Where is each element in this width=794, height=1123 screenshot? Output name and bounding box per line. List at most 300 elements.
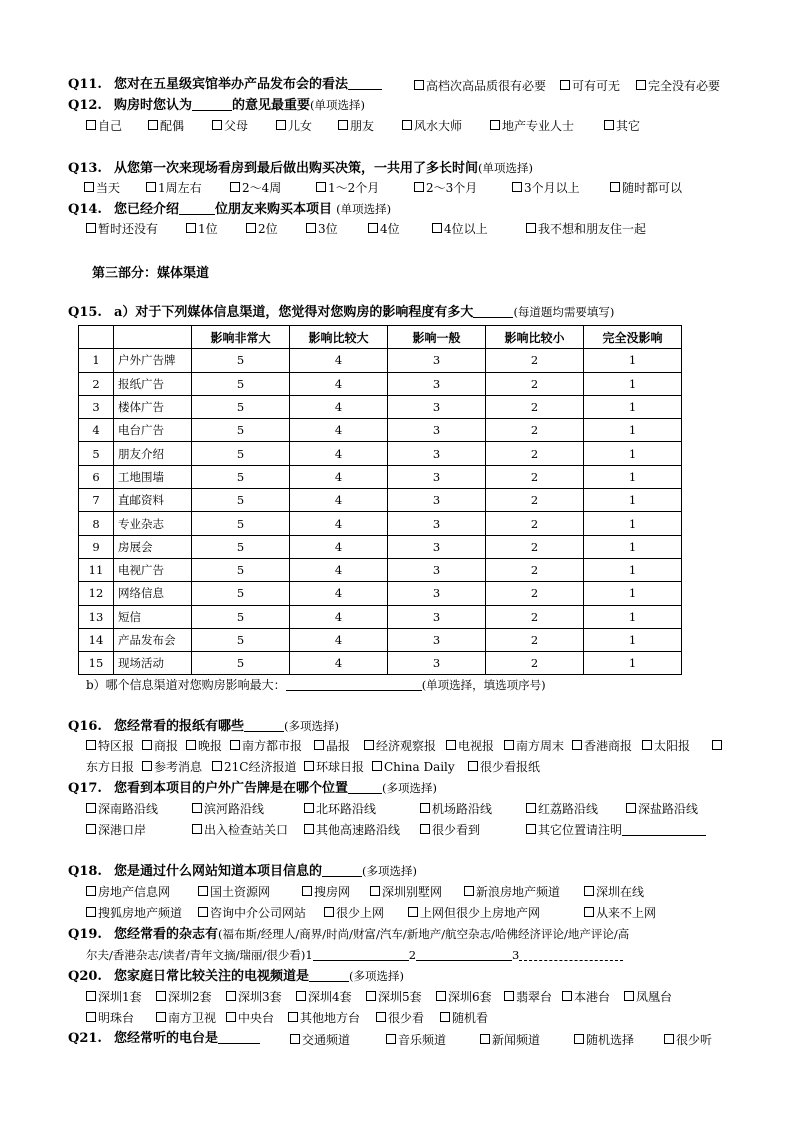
q16-option[interactable]: 经济观察报: [364, 737, 436, 755]
score-cell[interactable]: 4: [290, 582, 388, 605]
checkbox-icon[interactable]: [414, 80, 424, 90]
score-cell[interactable]: 1: [584, 395, 682, 418]
checkbox-icon[interactable]: [584, 886, 594, 896]
q16-option-lead[interactable]: 东方日报: [86, 760, 135, 774]
q12-option[interactable]: 儿女: [276, 117, 312, 135]
score-cell[interactable]: 3: [388, 628, 486, 651]
q15b-blank[interactable]: [286, 690, 422, 691]
score-cell[interactable]: 5: [192, 558, 290, 581]
q14-options: [0, 220, 794, 238]
q16-option[interactable]: 参考消息: [142, 758, 202, 776]
checkbox-icon[interactable]: [304, 824, 314, 834]
score-cell[interactable]: 4: [290, 628, 388, 651]
checkbox-icon[interactable]: [86, 120, 96, 130]
score-cell[interactable]: 4: [290, 535, 388, 558]
table-row: [79, 372, 682, 395]
checkbox-icon[interactable]: [504, 740, 514, 750]
checkbox-icon[interactable]: [432, 223, 442, 233]
checkbox-icon[interactable]: [664, 1034, 674, 1044]
score-cell[interactable]: 4: [290, 395, 388, 418]
checkbox-icon[interactable]: [464, 886, 474, 896]
score-cell[interactable]: 4: [290, 558, 388, 581]
row-number: 3: [79, 395, 114, 418]
q12-option[interactable]: 风水大师: [402, 117, 462, 135]
checkbox-icon[interactable]: [626, 803, 636, 813]
q20-option[interactable]: 翡翠台: [504, 988, 552, 1006]
checkbox-icon[interactable]: [366, 991, 376, 1001]
checkbox-icon[interactable]: [526, 223, 536, 233]
score-cell[interactable]: 1: [584, 558, 682, 581]
q21-option[interactable]: 新闻频道: [480, 1031, 540, 1049]
q21-option[interactable]: 交通频道: [290, 1031, 350, 1049]
score-cell[interactable]: 2: [486, 489, 584, 512]
score-cell[interactable]: 4: [290, 372, 388, 395]
checkbox-icon[interactable]: [186, 223, 196, 233]
checkbox-icon[interactable]: [230, 740, 240, 750]
checkbox-icon[interactable]: [468, 761, 478, 771]
q20-option[interactable]: 中央台: [226, 1009, 274, 1027]
header-cell-no: [79, 326, 114, 349]
score-cell[interactable]: 3: [388, 582, 486, 605]
header-cell: 影响比较小: [486, 326, 584, 349]
q13-option[interactable]: 1周左右: [146, 179, 202, 197]
q16-option[interactable]: 商报: [142, 737, 178, 755]
checkbox-icon[interactable]: [364, 740, 374, 750]
score-cell[interactable]: 4: [290, 652, 388, 675]
q17-option[interactable]: 北环路沿线: [304, 800, 376, 818]
checkbox-icon[interactable]: [560, 80, 570, 90]
q20-option[interactable]: 深圳5套: [366, 988, 422, 1006]
score-cell[interactable]: 4: [290, 442, 388, 465]
q20-option[interactable]: 明珠台: [86, 1009, 134, 1027]
checkbox-icon[interactable]: [192, 824, 202, 834]
table-row: [79, 535, 682, 558]
q20-options-row2: [0, 1009, 794, 1027]
checkbox-icon[interactable]: [610, 182, 620, 192]
score-cell[interactable]: 5: [192, 582, 290, 605]
score-cell[interactable]: 2: [486, 395, 584, 418]
channel-name: 电台广告: [114, 419, 192, 442]
checkbox-icon[interactable]: [156, 991, 166, 1001]
q13-option[interactable]: 1～2个月: [316, 179, 379, 197]
checkbox-icon[interactable]: [86, 824, 96, 834]
score-cell[interactable]: 3: [388, 489, 486, 512]
q16-options-row1: [0, 737, 794, 755]
q16-option[interactable]: 太阳报: [642, 737, 690, 755]
q17-option[interactable]: 滨河路沿线: [192, 800, 264, 818]
q16-line: [68, 717, 339, 736]
q16-option[interactable]: 南方周末: [504, 737, 564, 755]
channel-name: 户外广告牌: [114, 349, 192, 372]
score-cell[interactable]: 3: [388, 372, 486, 395]
channel-name: 朋友介绍: [114, 442, 192, 465]
q12-option[interactable]: 父母: [212, 117, 248, 135]
checkbox-icon[interactable]: [226, 1012, 236, 1022]
q18-option[interactable]: 国土资源网: [198, 883, 270, 901]
q20-line: [68, 967, 404, 986]
score-cell[interactable]: 3: [388, 419, 486, 442]
score-cell[interactable]: 4: [290, 419, 388, 442]
score-cell[interactable]: 5: [192, 372, 290, 395]
q19-blank-2[interactable]: [416, 960, 512, 961]
checkbox-icon[interactable]: [584, 907, 594, 917]
q14-option[interactable]: 4位以上: [432, 220, 488, 238]
score-cell[interactable]: 4: [290, 349, 388, 372]
header-cell: 完全没影响: [584, 326, 682, 349]
checkbox-icon[interactable]: [230, 182, 240, 192]
score-cell[interactable]: 5: [192, 419, 290, 442]
checkbox-icon[interactable]: [624, 991, 634, 1001]
checkbox-icon[interactable]: [198, 886, 208, 896]
score-cell[interactable]: 2: [486, 558, 584, 581]
score-cell[interactable]: 4: [290, 512, 388, 535]
score-cell[interactable]: 2: [486, 628, 584, 651]
q18-options-row1: [0, 883, 794, 901]
checkbox-icon[interactable]: [316, 182, 326, 192]
q16-text: 您经常看的报纸有哪些: [114, 719, 245, 734]
q14-option[interactable]: 3位: [306, 220, 338, 238]
header-cell: 影响一般: [388, 326, 486, 349]
score-cell[interactable]: 3: [388, 465, 486, 488]
q14-option[interactable]: 暂时还没有: [86, 220, 158, 238]
score-cell[interactable]: 1: [584, 465, 682, 488]
q12-option[interactable]: 配偶: [148, 117, 184, 135]
q13-options: [0, 179, 794, 197]
checkbox-icon[interactable]: [148, 120, 158, 130]
score-cell[interactable]: 2: [486, 605, 584, 628]
checkbox-icon[interactable]: [642, 740, 652, 750]
checkbox-icon[interactable]: [86, 1012, 96, 1022]
q18-option[interactable]: 从来不上网: [584, 904, 656, 922]
checkbox-icon[interactable]: [440, 1012, 450, 1022]
score-cell[interactable]: 3: [388, 512, 486, 535]
checkbox-icon[interactable]: [386, 1034, 396, 1044]
table-row: [79, 442, 682, 465]
score-cell[interactable]: 2: [486, 419, 584, 442]
checkbox-icon[interactable]: [526, 803, 536, 813]
checkbox-icon[interactable]: [636, 80, 646, 90]
q20-option[interactable]: 深圳1套: [86, 988, 142, 1006]
q20-option[interactable]: 凤凰台: [624, 988, 672, 1006]
q17-option[interactable]: 机场路沿线: [420, 800, 492, 818]
q12-options: [0, 117, 794, 135]
checkbox-icon[interactable]: [436, 991, 446, 1001]
score-cell[interactable]: 5: [192, 628, 290, 651]
score-cell[interactable]: 1: [584, 349, 682, 372]
q16-option[interactable]: 香港商报: [572, 737, 632, 755]
q17-option[interactable]: 出入检查站关口: [192, 821, 288, 839]
q17-option[interactable]: 深港口岸: [86, 821, 146, 839]
checkbox-icon[interactable]: [142, 740, 152, 750]
score-cell[interactable]: 2: [486, 512, 584, 535]
row-number: 1: [79, 349, 114, 372]
table-row: [79, 419, 682, 442]
score-cell[interactable]: 2: [486, 465, 584, 488]
score-cell[interactable]: 5: [192, 349, 290, 372]
q15-number: Q15.: [68, 305, 102, 320]
q13-option[interactable]: 2～3个月: [414, 179, 477, 197]
q21-option[interactable]: 音乐频道: [386, 1031, 446, 1049]
checkbox-icon[interactable]: [198, 907, 208, 917]
checkbox-icon[interactable]: [338, 120, 348, 130]
checkbox-icon[interactable]: [86, 907, 96, 917]
q20-option[interactable]: 本港台: [562, 988, 610, 1006]
score-cell[interactable]: 3: [388, 349, 486, 372]
score-cell[interactable]: 1: [584, 512, 682, 535]
checkbox-icon[interactable]: [372, 761, 382, 771]
q16-option[interactable]: China Daily: [372, 758, 455, 776]
checkbox-icon[interactable]: [306, 223, 316, 233]
score-cell[interactable]: 1: [584, 582, 682, 605]
table-row: [79, 652, 682, 675]
q21-option[interactable]: 很少听: [664, 1031, 712, 1049]
q14-option[interactable]: 4位: [368, 220, 400, 238]
q14-option[interactable]: 我不想和朋友住一起: [526, 220, 646, 238]
checkbox-icon[interactable]: [86, 740, 96, 750]
checkbox-icon[interactable]: [212, 761, 222, 771]
q16-option[interactable]: 21C经济报道: [212, 758, 296, 776]
row-number: 15: [79, 652, 114, 675]
q16-option[interactable]: 南方都市报: [230, 737, 302, 755]
q17-blank[interactable]: [348, 793, 382, 794]
score-cell[interactable]: 5: [192, 395, 290, 418]
checkbox-icon[interactable]: [446, 740, 456, 750]
score-cell[interactable]: 5: [192, 512, 290, 535]
row-number: 14: [79, 628, 114, 651]
score-cell[interactable]: 4: [290, 605, 388, 628]
q20-options-row1: [0, 988, 794, 1006]
score-cell[interactable]: 3: [388, 558, 486, 581]
row-number: 4: [79, 419, 114, 442]
q16-option[interactable]: 电视报: [446, 737, 494, 755]
score-cell[interactable]: 1: [584, 652, 682, 675]
q16-option[interactable]: 晶报: [314, 737, 350, 755]
q11-option[interactable]: 完全没有必要: [636, 77, 720, 95]
checkbox-icon[interactable]: [84, 182, 94, 192]
row-number: 8: [79, 512, 114, 535]
q19-line2: [86, 946, 623, 964]
checkbox-icon[interactable]: [414, 182, 424, 192]
q17-option[interactable]: 其他高速路沿线: [304, 821, 400, 839]
q19-blank-3[interactable]: [519, 960, 623, 961]
checkbox-icon[interactable]: [302, 886, 312, 896]
checkbox-icon[interactable]: [490, 120, 500, 130]
score-cell[interactable]: 1: [584, 372, 682, 395]
checkbox-icon[interactable]: [146, 182, 156, 192]
score-cell[interactable]: 4: [290, 489, 388, 512]
score-cell[interactable]: 1: [584, 628, 682, 651]
checkbox-icon[interactable]: [376, 1012, 386, 1022]
q16-blank[interactable]: [244, 731, 284, 732]
row-number: 5: [79, 442, 114, 465]
score-cell[interactable]: 2: [486, 372, 584, 395]
score-cell[interactable]: 5: [192, 442, 290, 465]
checkbox-icon[interactable]: [246, 223, 256, 233]
q16-option[interactable]: 很少看报纸: [468, 758, 540, 776]
q15-blank[interactable]: [473, 317, 513, 318]
score-cell[interactable]: 3: [388, 395, 486, 418]
score-cell[interactable]: 4: [290, 465, 388, 488]
q19-blank-1[interactable]: [313, 960, 409, 961]
q12-option[interactable]: 朋友: [338, 117, 374, 135]
checkbox-icon[interactable]: [504, 991, 514, 1001]
q12-option[interactable]: 自己: [86, 117, 122, 135]
score-cell[interactable]: 2: [486, 535, 584, 558]
checkbox-icon[interactable]: [402, 120, 412, 130]
q18-options-row2: [0, 904, 794, 922]
q11-option[interactable]: 高档次高品质很有必要: [414, 77, 546, 95]
score-cell[interactable]: 5: [192, 465, 290, 488]
checkbox-icon[interactable]: [226, 991, 236, 1001]
header-cell: 影响比较大: [290, 326, 388, 349]
score-cell[interactable]: 2: [486, 349, 584, 372]
score-cell[interactable]: 2: [486, 652, 584, 675]
checkbox-icon[interactable]: [86, 803, 96, 813]
q18-option[interactable]: 很少上网: [324, 904, 384, 922]
table-row: [79, 489, 682, 512]
checkbox-icon[interactable]: [512, 182, 522, 192]
q20-note: (多项选择): [349, 969, 404, 983]
q12-line: [68, 96, 365, 115]
checkbox-icon[interactable]: [420, 824, 430, 834]
q14-option[interactable]: 2位: [246, 220, 278, 238]
q17-note: (多项选择): [382, 781, 437, 795]
q20-option[interactable]: 南方卫视: [156, 1009, 216, 1027]
channel-name: 直邮资料: [114, 489, 192, 512]
checkbox-icon[interactable]: [526, 824, 536, 834]
score-cell[interactable]: 2: [486, 442, 584, 465]
q20-option[interactable]: 深圳3套: [226, 988, 282, 1006]
q18-blank[interactable]: [322, 876, 362, 877]
q14-text-b: 位朋友来购买本项目: [215, 202, 333, 217]
q20-option[interactable]: 其他地方台: [288, 1009, 360, 1027]
channel-name: 报纸广告: [114, 372, 192, 395]
checkbox-icon[interactable]: [186, 740, 196, 750]
checkbox-icon[interactable]: [324, 907, 334, 917]
checkbox-icon[interactable]: [370, 886, 380, 896]
q18-option[interactable]: 搜房网: [302, 883, 350, 901]
q12-blank[interactable]: [192, 110, 232, 111]
checkbox-icon[interactable]: [212, 120, 222, 130]
q17-option[interactable]: 深盐路沿线: [626, 800, 698, 818]
score-cell[interactable]: 3: [388, 652, 486, 675]
q13-option[interactable]: 3个月以上: [512, 179, 580, 197]
q12-option[interactable]: 其它: [604, 117, 640, 135]
q18-option[interactable]: 深圳在线: [584, 883, 644, 901]
checkbox-icon[interactable]: [290, 1034, 300, 1044]
q14-option[interactable]: 1位: [186, 220, 218, 238]
table-row: [79, 605, 682, 628]
checkbox-icon[interactable]: [712, 740, 722, 750]
q20-option[interactable]: 随机看: [440, 1009, 488, 1027]
q17-option[interactable]: 红荔路沿线: [526, 800, 598, 818]
q16-option[interactable]: 环球日报: [304, 758, 364, 776]
q13-option[interactable]: 当天: [84, 179, 120, 197]
section-heading: 第三部分：媒体渠道: [92, 266, 210, 281]
score-cell[interactable]: 5: [192, 489, 290, 512]
checkbox-icon[interactable]: [156, 1012, 166, 1022]
q19-number: Q19.: [68, 927, 102, 942]
q14-blank[interactable]: [179, 214, 215, 215]
q17-option[interactable]: 很少看到: [420, 821, 480, 839]
checkbox-icon[interactable]: [86, 886, 96, 896]
score-cell[interactable]: 5: [192, 605, 290, 628]
score-cell[interactable]: 5: [192, 535, 290, 558]
q18-number: Q18.: [68, 864, 102, 879]
channel-name: 网络信息: [114, 582, 192, 605]
table-header-row: [79, 326, 682, 349]
score-cell[interactable]: 1: [584, 489, 682, 512]
score-cell[interactable]: 3: [388, 605, 486, 628]
row-number: 2: [79, 372, 114, 395]
checkbox-icon[interactable]: [86, 223, 96, 233]
score-cell[interactable]: 3: [388, 442, 486, 465]
q20-option[interactable]: 很少看: [376, 1009, 424, 1027]
q12-text-b: 的意见最重要: [232, 98, 311, 113]
q18-option[interactable]: 深圳别墅网: [370, 883, 442, 901]
score-cell[interactable]: 1: [584, 605, 682, 628]
checkbox-icon[interactable]: [604, 120, 614, 130]
checkbox-icon[interactable]: [142, 761, 152, 771]
score-cell[interactable]: 3: [388, 535, 486, 558]
q17-options-row1: [0, 800, 794, 818]
checkbox-icon[interactable]: [572, 740, 582, 750]
score-cell[interactable]: 2: [486, 582, 584, 605]
score-cell[interactable]: 1: [584, 442, 682, 465]
checkbox-icon[interactable]: [304, 803, 314, 813]
q16-option[interactable]: 特区报: [86, 737, 134, 755]
q18-option[interactable]: 咨询中介公司网站: [198, 904, 306, 922]
q20-option[interactable]: 深圳4套: [296, 988, 352, 1006]
q17-option[interactable]: 其它位置请注明: [526, 821, 706, 839]
checkbox-icon[interactable]: [562, 991, 572, 1001]
checkbox-icon[interactable]: [574, 1034, 584, 1044]
checkbox-icon[interactable]: [480, 1034, 490, 1044]
q13-option[interactable]: 随时都可以: [610, 179, 682, 197]
q16-option[interactable]: 晚报: [186, 737, 222, 755]
q18-option[interactable]: 房地产信息网: [86, 883, 170, 901]
checkbox-icon[interactable]: [192, 803, 202, 813]
checkbox-icon[interactable]: [304, 761, 314, 771]
score-cell[interactable]: 1: [584, 419, 682, 442]
q21-option[interactable]: 随机选择: [574, 1031, 634, 1049]
checkbox-icon[interactable]: [408, 907, 418, 917]
checkbox-icon[interactable]: [314, 740, 324, 750]
q16-option[interactable]: [712, 737, 724, 755]
checkbox-icon[interactable]: [86, 991, 96, 1001]
checkbox-icon[interactable]: [368, 223, 378, 233]
q18-option[interactable]: 上网但很少上房地产网: [408, 904, 540, 922]
q20-option[interactable]: 深圳6套: [436, 988, 492, 1006]
score-cell[interactable]: 5: [192, 652, 290, 675]
checkbox-icon[interactable]: [276, 120, 286, 130]
q20-blank[interactable]: [309, 981, 349, 982]
q13-option[interactable]: 2～4周: [230, 179, 281, 197]
q18-note: (多项选择): [362, 864, 417, 878]
checkbox-icon[interactable]: [288, 1012, 298, 1022]
q17-other-blank[interactable]: [622, 835, 706, 836]
q11-option[interactable]: 可有可无: [560, 77, 620, 95]
q18-option[interactable]: 搜狐房地产频道: [86, 904, 182, 922]
score-cell[interactable]: 1: [584, 535, 682, 558]
q12-option[interactable]: 地产专业人士: [490, 117, 574, 135]
q20-option[interactable]: 深圳2套: [156, 988, 212, 1006]
checkbox-icon[interactable]: [420, 803, 430, 813]
checkbox-icon[interactable]: [296, 991, 306, 1001]
q12-note: (单项选择): [310, 98, 366, 112]
q18-option[interactable]: 新浪房地产频道: [464, 883, 560, 901]
q17-option[interactable]: 深南路沿线: [86, 800, 158, 818]
